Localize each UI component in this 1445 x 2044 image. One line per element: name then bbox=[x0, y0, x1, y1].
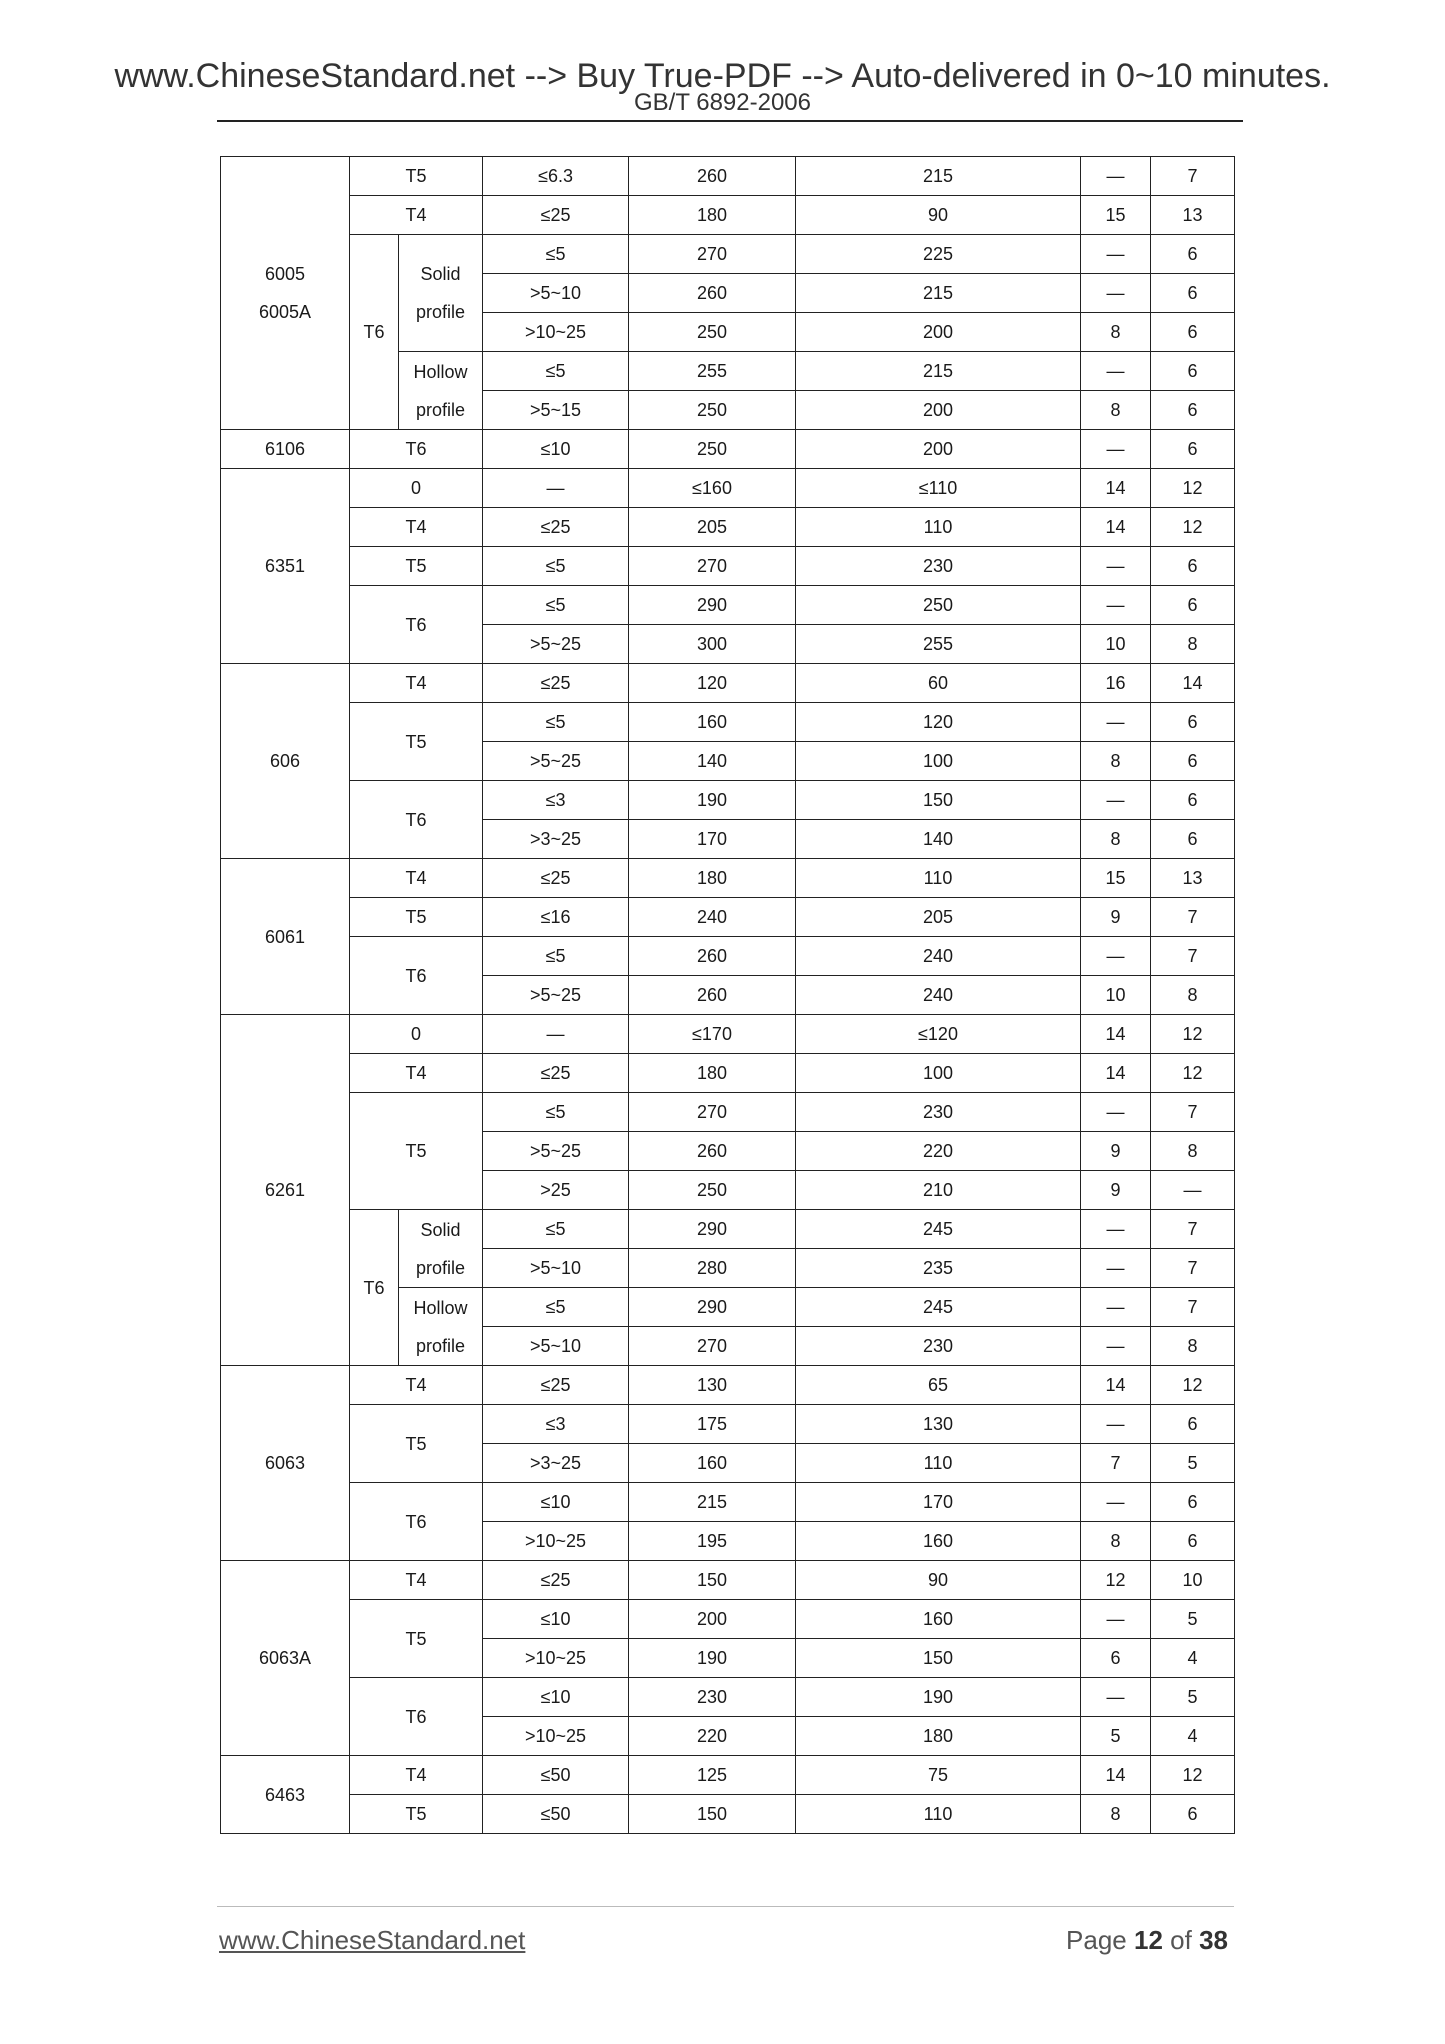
temper-cell: T5 bbox=[350, 1405, 483, 1483]
yield-strength-cell: 110 bbox=[796, 1795, 1081, 1834]
alloy-cell: 6106 bbox=[221, 430, 350, 469]
yield-strength-cell: 240 bbox=[796, 937, 1081, 976]
tensile-strength-cell: 150 bbox=[629, 1561, 796, 1600]
profile-type-cell: Hollow profile bbox=[399, 1288, 483, 1366]
elongation-a-cell: 9 bbox=[1081, 1132, 1151, 1171]
temper-cell: T4 bbox=[350, 859, 483, 898]
elongation-a-cell: 15 bbox=[1081, 196, 1151, 235]
yield-strength-cell: 200 bbox=[796, 391, 1081, 430]
thickness-cell: >5~10 bbox=[483, 1327, 629, 1366]
yield-strength-cell: 215 bbox=[796, 274, 1081, 313]
elongation-a-cell: — bbox=[1081, 1249, 1151, 1288]
alloy-cell: 6063 bbox=[221, 1366, 350, 1561]
elongation-a-cell: — bbox=[1081, 1327, 1151, 1366]
page-indicator bbox=[1066, 1925, 1228, 1955]
thickness-cell: >5~25 bbox=[483, 1132, 629, 1171]
yield-strength-cell: 210 bbox=[796, 1171, 1081, 1210]
yield-strength-cell: 100 bbox=[796, 1054, 1081, 1093]
thickness-cell: ≤16 bbox=[483, 898, 629, 937]
table-row bbox=[221, 898, 1235, 937]
yield-strength-cell: 235 bbox=[796, 1249, 1081, 1288]
temper-cell: T5 bbox=[350, 898, 483, 937]
thickness-cell: ≤25 bbox=[483, 859, 629, 898]
tensile-strength-cell: 290 bbox=[629, 1288, 796, 1327]
elongation-a-cell: — bbox=[1081, 1288, 1151, 1327]
tensile-strength-cell: 240 bbox=[629, 898, 796, 937]
thickness-cell: >10~25 bbox=[483, 1639, 629, 1678]
thickness-cell: ≤5 bbox=[483, 586, 629, 625]
thickness-cell: ≤25 bbox=[483, 196, 629, 235]
tensile-strength-cell: 250 bbox=[629, 430, 796, 469]
elongation-a50-cell: 12 bbox=[1151, 1054, 1235, 1093]
temper-cell: T4 bbox=[350, 1756, 483, 1795]
elongation-a50-cell: 6 bbox=[1151, 352, 1235, 391]
yield-strength-cell: 230 bbox=[796, 547, 1081, 586]
elongation-a50-cell: 5 bbox=[1151, 1600, 1235, 1639]
table-row bbox=[221, 508, 1235, 547]
table-row bbox=[221, 1678, 1235, 1717]
elongation-a-cell: 8 bbox=[1081, 1795, 1151, 1834]
tensile-strength-cell: 120 bbox=[629, 664, 796, 703]
tensile-strength-cell: 270 bbox=[629, 1327, 796, 1366]
page-total: 38 bbox=[1199, 1925, 1228, 1955]
tensile-strength-cell: 230 bbox=[629, 1678, 796, 1717]
thickness-cell: >5~25 bbox=[483, 625, 629, 664]
table-row bbox=[221, 586, 1235, 625]
tensile-strength-cell: 205 bbox=[629, 508, 796, 547]
temper-cell: 0 bbox=[350, 1015, 483, 1054]
elongation-a-cell: 9 bbox=[1081, 898, 1151, 937]
elongation-a50-cell: 6 bbox=[1151, 820, 1235, 859]
footer-site-link[interactable]: www.ChineseStandard.net bbox=[219, 1925, 526, 1955]
yield-strength-cell: 250 bbox=[796, 586, 1081, 625]
elongation-a-cell: — bbox=[1081, 1405, 1151, 1444]
yield-strength-cell: 90 bbox=[796, 1561, 1081, 1600]
tensile-strength-cell: 270 bbox=[629, 1093, 796, 1132]
tensile-strength-cell: 300 bbox=[629, 625, 796, 664]
elongation-a50-cell: 6 bbox=[1151, 430, 1235, 469]
table-row bbox=[221, 1054, 1235, 1093]
elongation-a50-cell: 13 bbox=[1151, 859, 1235, 898]
alloy-cell: 6463 bbox=[221, 1756, 350, 1834]
elongation-a-cell: — bbox=[1081, 547, 1151, 586]
elongation-a50-cell: 6 bbox=[1151, 586, 1235, 625]
yield-strength-cell: 255 bbox=[796, 625, 1081, 664]
elongation-a50-cell: 6 bbox=[1151, 391, 1235, 430]
elongation-a-cell: — bbox=[1081, 703, 1151, 742]
profile-type-cell: Solid profile bbox=[399, 235, 483, 352]
elongation-a50-cell: 8 bbox=[1151, 1132, 1235, 1171]
elongation-a50-cell: 10 bbox=[1151, 1561, 1235, 1600]
table-row bbox=[221, 547, 1235, 586]
table-row bbox=[221, 1600, 1235, 1639]
yield-strength-cell: 245 bbox=[796, 1288, 1081, 1327]
table-row bbox=[221, 1093, 1235, 1132]
tensile-strength-cell: ≤170 bbox=[629, 1015, 796, 1054]
standard-number: GB/T 6892-2006 bbox=[633, 89, 811, 116]
thickness-cell: >5~10 bbox=[483, 1249, 629, 1288]
table-row bbox=[221, 1561, 1235, 1600]
yield-strength-cell: 60 bbox=[796, 664, 1081, 703]
tensile-strength-cell: 190 bbox=[629, 1639, 796, 1678]
temper-cell: T4 bbox=[350, 664, 483, 703]
yield-strength-cell: 225 bbox=[796, 235, 1081, 274]
table-row bbox=[221, 1795, 1235, 1834]
thickness-cell: ≤5 bbox=[483, 235, 629, 274]
yield-strength-cell: 215 bbox=[796, 352, 1081, 391]
elongation-a50-cell: 8 bbox=[1151, 1327, 1235, 1366]
thickness-cell: ≤10 bbox=[483, 430, 629, 469]
yield-strength-cell: 110 bbox=[796, 859, 1081, 898]
thickness-cell: >10~25 bbox=[483, 313, 629, 352]
alloy-cell: 6005 6005A bbox=[221, 157, 350, 430]
elongation-a-cell: 10 bbox=[1081, 976, 1151, 1015]
thickness-cell: ≤50 bbox=[483, 1756, 629, 1795]
thickness-cell: ≤10 bbox=[483, 1483, 629, 1522]
elongation-a50-cell: 7 bbox=[1151, 898, 1235, 937]
table-row bbox=[221, 1015, 1235, 1054]
elongation-a-cell: — bbox=[1081, 1600, 1151, 1639]
thickness-cell: ≤10 bbox=[483, 1600, 629, 1639]
yield-strength-cell: 170 bbox=[796, 1483, 1081, 1522]
temper-cell: T5 bbox=[350, 547, 483, 586]
table-row bbox=[221, 703, 1235, 742]
table-row bbox=[221, 469, 1235, 508]
elongation-a50-cell: 8 bbox=[1151, 625, 1235, 664]
elongation-a50-cell: 4 bbox=[1151, 1717, 1235, 1756]
thickness-cell: >5~15 bbox=[483, 391, 629, 430]
tensile-strength-cell: 150 bbox=[629, 1795, 796, 1834]
temper-cell: T4 bbox=[350, 196, 483, 235]
temper-cell: 0 bbox=[350, 469, 483, 508]
yield-strength-cell: 160 bbox=[796, 1522, 1081, 1561]
tensile-strength-cell: 160 bbox=[629, 1444, 796, 1483]
tensile-strength-cell: 270 bbox=[629, 235, 796, 274]
yield-strength-cell: 240 bbox=[796, 976, 1081, 1015]
elongation-a50-cell: 12 bbox=[1151, 1366, 1235, 1405]
elongation-a-cell: 10 bbox=[1081, 625, 1151, 664]
elongation-a50-cell: 7 bbox=[1151, 937, 1235, 976]
elongation-a-cell: 6 bbox=[1081, 1639, 1151, 1678]
elongation-a50-cell: 6 bbox=[1151, 547, 1235, 586]
tensile-strength-cell: 140 bbox=[629, 742, 796, 781]
temper-cell: T5 bbox=[350, 1093, 483, 1210]
table-row bbox=[221, 1366, 1235, 1405]
thickness-cell: >5~25 bbox=[483, 742, 629, 781]
thickness-cell: ≤5 bbox=[483, 703, 629, 742]
elongation-a50-cell: 6 bbox=[1151, 781, 1235, 820]
elongation-a50-cell: 6 bbox=[1151, 235, 1235, 274]
temper-cell: T5 bbox=[350, 157, 483, 196]
profile-type-cell: Solid profile bbox=[399, 1210, 483, 1288]
tensile-strength-cell: 250 bbox=[629, 391, 796, 430]
thickness-cell: ≤25 bbox=[483, 664, 629, 703]
elongation-a50-cell: 5 bbox=[1151, 1678, 1235, 1717]
yield-strength-cell: 245 bbox=[796, 1210, 1081, 1249]
yield-strength-cell: 190 bbox=[796, 1678, 1081, 1717]
temper-cell: T6 bbox=[350, 1483, 483, 1561]
elongation-a50-cell: 7 bbox=[1151, 1093, 1235, 1132]
tensile-strength-cell: 260 bbox=[629, 1132, 796, 1171]
thickness-cell: >3~25 bbox=[483, 820, 629, 859]
tensile-strength-cell: 195 bbox=[629, 1522, 796, 1561]
temper-cell: T6 bbox=[350, 586, 483, 664]
thickness-cell: ≤3 bbox=[483, 781, 629, 820]
thickness-cell: ≤5 bbox=[483, 937, 629, 976]
elongation-a-cell: 8 bbox=[1081, 391, 1151, 430]
thickness-cell: >3~25 bbox=[483, 1444, 629, 1483]
tensile-strength-cell: 175 bbox=[629, 1405, 796, 1444]
temper-cell: T6 bbox=[350, 1210, 399, 1366]
elongation-a-cell: 8 bbox=[1081, 1522, 1151, 1561]
page-of: of bbox=[1170, 1925, 1192, 1955]
elongation-a50-cell: 7 bbox=[1151, 1288, 1235, 1327]
elongation-a-cell: 9 bbox=[1081, 1171, 1151, 1210]
page-label: Page bbox=[1066, 1925, 1127, 1955]
elongation-a50-cell: 12 bbox=[1151, 1015, 1235, 1054]
elongation-a-cell: 14 bbox=[1081, 1366, 1151, 1405]
temper-cell: T6 bbox=[350, 781, 483, 859]
tensile-strength-cell: 125 bbox=[629, 1756, 796, 1795]
table-row bbox=[221, 1483, 1235, 1522]
yield-strength-cell: 230 bbox=[796, 1327, 1081, 1366]
elongation-a50-cell: 12 bbox=[1151, 508, 1235, 547]
thickness-cell: >10~25 bbox=[483, 1522, 629, 1561]
table-row bbox=[221, 1210, 1235, 1249]
tensile-strength-cell: 215 bbox=[629, 1483, 796, 1522]
elongation-a-cell: — bbox=[1081, 1483, 1151, 1522]
thickness-cell: ≤25 bbox=[483, 1054, 629, 1093]
thickness-cell: — bbox=[483, 469, 629, 508]
elongation-a50-cell: 12 bbox=[1151, 1756, 1235, 1795]
tensile-strength-cell: 260 bbox=[629, 157, 796, 196]
temper-cell: T5 bbox=[350, 703, 483, 781]
tensile-strength-cell: 160 bbox=[629, 703, 796, 742]
table-row bbox=[221, 1405, 1235, 1444]
tensile-strength-cell: 130 bbox=[629, 1366, 796, 1405]
elongation-a50-cell: 5 bbox=[1151, 1444, 1235, 1483]
header-banner: www.ChineseStandard.net --> Buy True-PDF --> Auto-delivered in 0~10 minutes. bbox=[114, 57, 1331, 95]
yield-strength-cell: 150 bbox=[796, 1639, 1081, 1678]
thickness-cell: ≤5 bbox=[483, 547, 629, 586]
thickness-cell: — bbox=[483, 1015, 629, 1054]
elongation-a-cell: 15 bbox=[1081, 859, 1151, 898]
elongation-a50-cell: 8 bbox=[1151, 976, 1235, 1015]
elongation-a-cell: — bbox=[1081, 937, 1151, 976]
elongation-a-cell: — bbox=[1081, 781, 1151, 820]
table-row bbox=[221, 196, 1235, 235]
elongation-a-cell: 14 bbox=[1081, 1756, 1151, 1795]
temper-cell: T4 bbox=[350, 1054, 483, 1093]
elongation-a50-cell: 7 bbox=[1151, 1249, 1235, 1288]
yield-strength-cell: 220 bbox=[796, 1132, 1081, 1171]
elongation-a50-cell: 6 bbox=[1151, 1522, 1235, 1561]
elongation-a50-cell: 6 bbox=[1151, 313, 1235, 352]
elongation-a-cell: — bbox=[1081, 157, 1151, 196]
elongation-a50-cell: 6 bbox=[1151, 742, 1235, 781]
alloy-cell: 6061 bbox=[221, 859, 350, 1015]
thickness-cell: ≤5 bbox=[483, 352, 629, 391]
temper-cell: T4 bbox=[350, 1561, 483, 1600]
tensile-strength-cell: 180 bbox=[629, 196, 796, 235]
yield-strength-cell: 205 bbox=[796, 898, 1081, 937]
thickness-cell: ≤5 bbox=[483, 1210, 629, 1249]
yield-strength-cell: ≤120 bbox=[796, 1015, 1081, 1054]
tensile-strength-cell: 255 bbox=[629, 352, 796, 391]
alloy-cell: 6063A bbox=[221, 1561, 350, 1756]
yield-strength-cell: 75 bbox=[796, 1756, 1081, 1795]
elongation-a50-cell: 4 bbox=[1151, 1639, 1235, 1678]
elongation-a-cell: 14 bbox=[1081, 508, 1151, 547]
header-divider bbox=[217, 120, 1243, 122]
table-row bbox=[221, 157, 1235, 196]
tensile-strength-cell: 220 bbox=[629, 1717, 796, 1756]
table-row bbox=[221, 664, 1235, 703]
elongation-a50-cell: 12 bbox=[1151, 469, 1235, 508]
temper-cell: T5 bbox=[350, 1795, 483, 1834]
tensile-strength-cell: ≤160 bbox=[629, 469, 796, 508]
tensile-strength-cell: 260 bbox=[629, 274, 796, 313]
elongation-a50-cell: — bbox=[1151, 1171, 1235, 1210]
elongation-a-cell: — bbox=[1081, 352, 1151, 391]
yield-strength-cell: 230 bbox=[796, 1093, 1081, 1132]
tensile-strength-cell: 190 bbox=[629, 781, 796, 820]
yield-strength-cell: 200 bbox=[796, 313, 1081, 352]
yield-strength-cell: 90 bbox=[796, 196, 1081, 235]
yield-strength-cell: 65 bbox=[796, 1366, 1081, 1405]
elongation-a50-cell: 6 bbox=[1151, 1483, 1235, 1522]
table-row bbox=[221, 859, 1235, 898]
tensile-strength-cell: 250 bbox=[629, 313, 796, 352]
thickness-cell: ≤10 bbox=[483, 1678, 629, 1717]
temper-cell: T5 bbox=[350, 1600, 483, 1678]
thickness-cell: ≤25 bbox=[483, 508, 629, 547]
yield-strength-cell: 180 bbox=[796, 1717, 1081, 1756]
yield-strength-cell: 215 bbox=[796, 157, 1081, 196]
temper-cell: T6 bbox=[350, 1678, 483, 1756]
tensile-strength-cell: 180 bbox=[629, 1054, 796, 1093]
tensile-strength-cell: 260 bbox=[629, 937, 796, 976]
elongation-a-cell: — bbox=[1081, 430, 1151, 469]
elongation-a50-cell: 6 bbox=[1151, 1405, 1235, 1444]
tensile-strength-cell: 290 bbox=[629, 586, 796, 625]
alloy-cell: 6351 bbox=[221, 469, 350, 664]
table-row bbox=[221, 937, 1235, 976]
elongation-a50-cell: 7 bbox=[1151, 157, 1235, 196]
thickness-cell: ≤25 bbox=[483, 1366, 629, 1405]
thickness-cell: ≤3 bbox=[483, 1405, 629, 1444]
thickness-cell: >5~10 bbox=[483, 274, 629, 313]
elongation-a-cell: 8 bbox=[1081, 820, 1151, 859]
yield-strength-cell: 200 bbox=[796, 430, 1081, 469]
elongation-a-cell: 12 bbox=[1081, 1561, 1151, 1600]
thickness-cell: ≤25 bbox=[483, 1561, 629, 1600]
thickness-cell: ≤50 bbox=[483, 1795, 629, 1834]
elongation-a-cell: 8 bbox=[1081, 742, 1151, 781]
profile-type-cell: Hollow profile bbox=[399, 352, 483, 430]
yield-strength-cell: 150 bbox=[796, 781, 1081, 820]
footer-divider bbox=[217, 1906, 1234, 1907]
elongation-a-cell: 14 bbox=[1081, 1054, 1151, 1093]
thickness-cell: ≤5 bbox=[483, 1093, 629, 1132]
elongation-a50-cell: 13 bbox=[1151, 196, 1235, 235]
thickness-cell: ≤6.3 bbox=[483, 157, 629, 196]
elongation-a-cell: 16 bbox=[1081, 664, 1151, 703]
elongation-a-cell: 14 bbox=[1081, 1015, 1151, 1054]
elongation-a-cell: — bbox=[1081, 1678, 1151, 1717]
elongation-a-cell: — bbox=[1081, 586, 1151, 625]
elongation-a-cell: 5 bbox=[1081, 1717, 1151, 1756]
temper-cell: T6 bbox=[350, 430, 483, 469]
temper-cell: T6 bbox=[350, 937, 483, 1015]
table-row bbox=[221, 1756, 1235, 1795]
page-current: 12 bbox=[1134, 1925, 1163, 1955]
alloy-cell: 606 bbox=[221, 664, 350, 859]
elongation-a-cell: 7 bbox=[1081, 1444, 1151, 1483]
elongation-a-cell: 14 bbox=[1081, 469, 1151, 508]
mechanical-properties-table bbox=[220, 156, 1235, 1834]
tensile-strength-cell: 250 bbox=[629, 1171, 796, 1210]
thickness-cell: >25 bbox=[483, 1171, 629, 1210]
temper-cell: T4 bbox=[350, 508, 483, 547]
yield-strength-cell: 160 bbox=[796, 1600, 1081, 1639]
tensile-strength-cell: 170 bbox=[629, 820, 796, 859]
tensile-strength-cell: 290 bbox=[629, 1210, 796, 1249]
tensile-strength-cell: 280 bbox=[629, 1249, 796, 1288]
elongation-a-cell: — bbox=[1081, 235, 1151, 274]
yield-strength-cell: 100 bbox=[796, 742, 1081, 781]
temper-cell: T4 bbox=[350, 1366, 483, 1405]
yield-strength-cell: 120 bbox=[796, 703, 1081, 742]
thickness-cell: >5~25 bbox=[483, 976, 629, 1015]
elongation-a50-cell: 6 bbox=[1151, 274, 1235, 313]
yield-strength-cell: 130 bbox=[796, 1405, 1081, 1444]
tensile-strength-cell: 260 bbox=[629, 976, 796, 1015]
elongation-a50-cell: 6 bbox=[1151, 703, 1235, 742]
elongation-a-cell: 8 bbox=[1081, 313, 1151, 352]
yield-strength-cell: 110 bbox=[796, 1444, 1081, 1483]
table-row bbox=[221, 430, 1235, 469]
elongation-a-cell: — bbox=[1081, 1093, 1151, 1132]
table-row bbox=[221, 235, 1235, 274]
yield-strength-cell: ≤110 bbox=[796, 469, 1081, 508]
elongation-a50-cell: 14 bbox=[1151, 664, 1235, 703]
elongation-a50-cell: 6 bbox=[1151, 1795, 1235, 1834]
alloy-cell: 6261 bbox=[221, 1015, 350, 1366]
yield-strength-cell: 140 bbox=[796, 820, 1081, 859]
thickness-cell: ≤5 bbox=[483, 1288, 629, 1327]
thickness-cell: >10~25 bbox=[483, 1717, 629, 1756]
tensile-strength-cell: 180 bbox=[629, 859, 796, 898]
temper-cell: T6 bbox=[350, 235, 399, 430]
yield-strength-cell: 110 bbox=[796, 508, 1081, 547]
elongation-a-cell: — bbox=[1081, 1210, 1151, 1249]
elongation-a50-cell: 7 bbox=[1151, 1210, 1235, 1249]
table-row bbox=[221, 781, 1235, 820]
tensile-strength-cell: 200 bbox=[629, 1600, 796, 1639]
tensile-strength-cell: 270 bbox=[629, 547, 796, 586]
elongation-a-cell: — bbox=[1081, 274, 1151, 313]
